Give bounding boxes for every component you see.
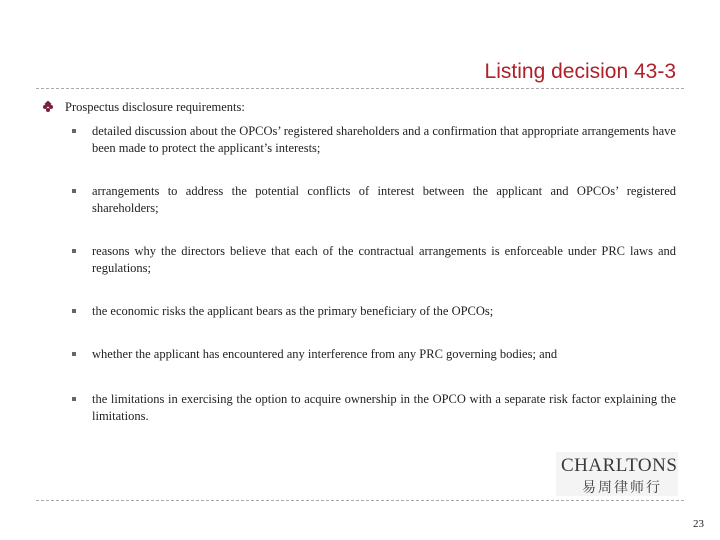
square-bullet-icon (72, 309, 76, 313)
diamond-bullet-icon (42, 101, 54, 113)
page-number: 23 (693, 518, 704, 530)
bullet-text: whether the applicant has encountered any interference from any PRC governing bodies; and (92, 347, 558, 361)
square-bullet-icon (72, 189, 76, 193)
square-bullet-icon (72, 249, 76, 253)
logo-chinese-name: 易周律师行 (582, 480, 662, 496)
bullet-text: the limitations in exercising the option to acquire ownership in the OPCO with a separate risk factor explaining the limitations. (92, 392, 676, 423)
bullet-text: reasons why the directors believe that each of the contractual arrangements is enforceable under PRC laws and regulations; (92, 244, 676, 275)
level1-text: Prospectus disclosure requirements: (65, 100, 245, 114)
top-divider (36, 88, 684, 89)
bullet-text: the economic risks the applicant bears as the primary beneficiary of the OPCOs; (92, 304, 494, 318)
square-bullet-icon (72, 129, 76, 133)
charltons-logo (556, 452, 678, 496)
square-bullet-icon (72, 352, 76, 356)
bottom-divider (36, 500, 684, 501)
slide-title: Listing decision 43-3 (484, 60, 676, 83)
logo-name: CHARLTONS (561, 455, 678, 476)
bullet-text: arrangements to address the potential conflicts of interest between the applicant and OPCOs’ registered shareholders; (92, 184, 676, 215)
bullet-text: detailed discussion about the OPCOs’ registered shareholders and a confirmation that appropriate arrangements have been made to protect the applicant’s interests; (92, 124, 676, 155)
square-bullet-icon (72, 397, 76, 401)
